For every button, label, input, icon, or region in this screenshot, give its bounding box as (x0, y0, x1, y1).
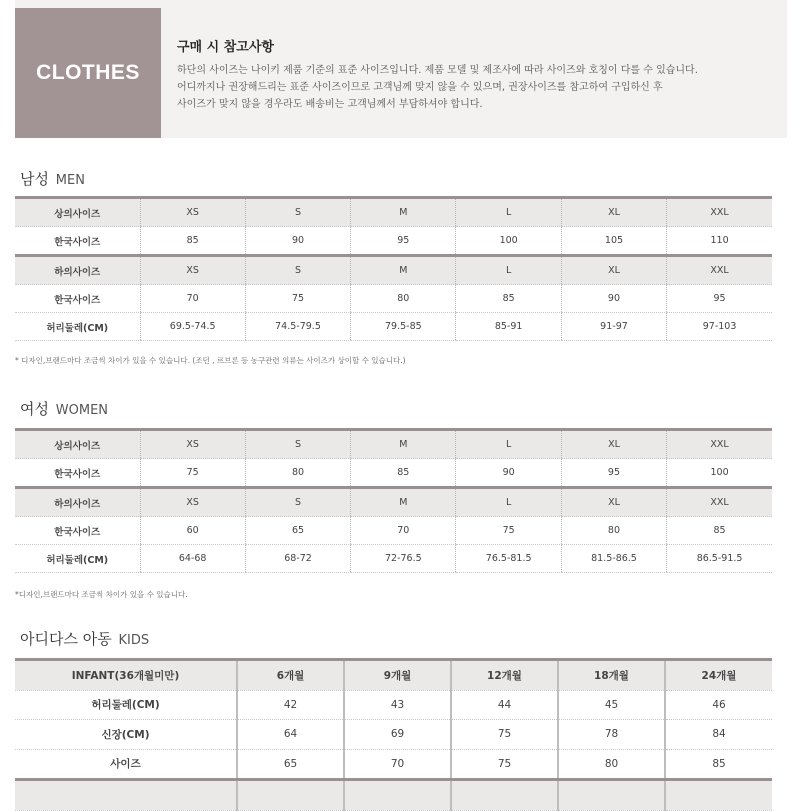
table-cell: 69.5-74.5 (140, 313, 245, 341)
row-header: 한국사이즈 (15, 517, 140, 545)
table-cell: XXL (667, 430, 772, 459)
table-row (15, 198, 772, 227)
table-cell: 9개월 (344, 660, 451, 691)
row-header: 신장(CM) (15, 720, 237, 750)
table-cell: 75 (140, 459, 245, 488)
men-title-ko: 남성 (20, 170, 49, 188)
table-cell (558, 780, 665, 811)
table-cell: 84 (665, 720, 772, 750)
table-cell: 80 (558, 749, 665, 780)
table-cell: 110 (667, 227, 772, 256)
table-row (15, 459, 772, 488)
kids-title-ko: 아디다스 아동 (20, 630, 112, 648)
table-cell: 44 (451, 690, 558, 720)
table-cell: XS (140, 256, 245, 285)
table-row (15, 517, 772, 545)
table-cell: 75 (245, 285, 350, 313)
notice-line: 어디까지나 권장해드리는 표준 사이즈이므로 고객님께 맞지 않을 수 있으며, 권장사이즈를 참고하여 구입하신 후 (177, 82, 663, 93)
table-cell: 42 (237, 690, 344, 720)
row-header: 허리둘레(CM) (15, 313, 140, 341)
row-header: 상의사이즈 (15, 430, 140, 459)
table-cell: 79.5-85 (351, 313, 456, 341)
notice-text (177, 62, 777, 113)
table-cell: 85 (351, 459, 456, 488)
table-cell: L (456, 256, 561, 285)
brand-label: CLOTHES (36, 61, 140, 84)
table-cell: 105 (561, 227, 666, 256)
clothes-brand-box (15, 8, 161, 138)
table-cell: 100 (667, 459, 772, 488)
table-cell: 24개월 (665, 660, 772, 691)
table-cell: 80 (245, 459, 350, 488)
table-cell: 69 (344, 720, 451, 750)
table-cell: 90 (456, 459, 561, 488)
table-cell: 85 (140, 227, 245, 256)
women-section-title (20, 398, 108, 419)
table-cell: 46 (665, 690, 772, 720)
table-cell: XS (140, 488, 245, 517)
row-header: 한국사이즈 (15, 285, 140, 313)
table-cell: 91-97 (561, 313, 666, 341)
table-cell: 70 (140, 285, 245, 313)
row-header: 하의사이즈 (15, 256, 140, 285)
table-cell: XS (140, 430, 245, 459)
table-cell: M (351, 198, 456, 227)
size-notice-header (15, 0, 787, 138)
table-cell: 78 (558, 720, 665, 750)
table-cell: M (351, 256, 456, 285)
table-row (15, 780, 772, 811)
table-cell: 70 (351, 517, 456, 545)
table-cell: 95 (667, 285, 772, 313)
table-cell: 18개월 (558, 660, 665, 691)
table-cell: 80 (351, 285, 456, 313)
table-row (15, 256, 772, 285)
row-header: 상의사이즈 (15, 198, 140, 227)
table-cell: 72-76.5 (351, 545, 456, 573)
table-row (15, 545, 772, 573)
table-cell: XL (561, 488, 666, 517)
table-cell: 75 (451, 720, 558, 750)
table-cell: 85-91 (456, 313, 561, 341)
row-header: 한국사이즈 (15, 227, 140, 256)
table-cell: L (456, 198, 561, 227)
table-cell: XL (561, 256, 666, 285)
table-cell: 90 (561, 285, 666, 313)
table-row (15, 660, 772, 691)
table-row (15, 227, 772, 256)
table-cell: 68-72 (245, 545, 350, 573)
women-title-ko: 여성 (20, 400, 49, 418)
men-section-title (20, 168, 85, 189)
table-cell: 75 (451, 749, 558, 780)
table-cell: XL (561, 198, 666, 227)
table-cell: XL (561, 430, 666, 459)
table-cell: S (245, 256, 350, 285)
table-row (15, 488, 772, 517)
women-title-en: WOMEN (55, 403, 109, 418)
men-footnote: * 디자인,브랜드마다 조금씩 차이가 있을 수 있습니다. (조던 , 르브론 등 농구관련 의류는 사이즈가 상이할 수 있습니다.) (15, 356, 406, 365)
table-cell: XXL (667, 488, 772, 517)
kids-section-title (20, 628, 149, 649)
notice-title: 구매 시 참고사항 (177, 40, 274, 55)
table-cell (15, 780, 237, 811)
table-cell: 95 (351, 227, 456, 256)
table-cell: 85 (665, 749, 772, 780)
table-cell: XXL (667, 198, 772, 227)
table-cell: S (245, 430, 350, 459)
table-cell: 90 (245, 227, 350, 256)
row-header: 한국사이즈 (15, 459, 140, 488)
row-header: 허리둘레(CM) (15, 690, 237, 720)
table-cell: 70 (344, 749, 451, 780)
table-cell: 65 (237, 749, 344, 780)
table-row (15, 430, 772, 459)
table-cell: 95 (561, 459, 666, 488)
table-cell: 85 (667, 517, 772, 545)
table-cell: 64 (237, 720, 344, 750)
table-cell: 12개월 (451, 660, 558, 691)
table-cell: S (245, 198, 350, 227)
row-header: 하의사이즈 (15, 488, 140, 517)
table-cell (344, 780, 451, 811)
men-title-en: MEN (55, 173, 85, 188)
table-cell: M (351, 488, 456, 517)
table-cell: 76.5-81.5 (456, 545, 561, 573)
kids-title-en: KIDS (118, 633, 150, 648)
table-cell: 43 (344, 690, 451, 720)
table-row (15, 749, 772, 780)
table-cell: 81.5-86.5 (561, 545, 666, 573)
women-size-table (15, 428, 772, 573)
table-cell: M (351, 430, 456, 459)
table-cell: 100 (456, 227, 561, 256)
notice-line: 하단의 사이즈는 나이키 제품 기준의 표준 사이즈입니다. 제품 모델 및 제조사에 따라 사이즈와 호칭이 다를 수 있습니다. (177, 65, 698, 76)
table-cell: 86.5-91.5 (667, 545, 772, 573)
notice-line: 사이즈가 맞지 않을 경우라도 배송비는 고객님께서 부담하셔야 합니다. (177, 99, 483, 110)
table-cell: 80 (561, 517, 666, 545)
row-header: INFANT(36개월미만) (15, 660, 237, 691)
table-cell: 64-68 (140, 545, 245, 573)
table-row (15, 313, 772, 341)
table-cell (451, 780, 558, 811)
table-cell: 74.5-79.5 (245, 313, 350, 341)
table-cell: 60 (140, 517, 245, 545)
table-cell (665, 780, 772, 811)
table-cell: XS (140, 198, 245, 227)
table-cell: 85 (456, 285, 561, 313)
table-cell: 97-103 (667, 313, 772, 341)
table-cell: 6개월 (237, 660, 344, 691)
table-cell: XXL (667, 256, 772, 285)
table-cell: 45 (558, 690, 665, 720)
table-cell: S (245, 488, 350, 517)
table-cell (237, 780, 344, 811)
table-cell: 75 (456, 517, 561, 545)
table-row (15, 285, 772, 313)
row-header: 사이즈 (15, 749, 237, 780)
women-footnote: *디자인,브랜드마다 조금씩 차이가 있을 수 있습니다. (15, 590, 188, 599)
row-header: 허리둘레(CM) (15, 545, 140, 573)
table-row (15, 690, 772, 720)
kids-size-table (15, 658, 772, 811)
table-cell: 65 (245, 517, 350, 545)
table-cell: L (456, 488, 561, 517)
table-cell: L (456, 430, 561, 459)
table-row (15, 720, 772, 750)
men-size-table (15, 196, 772, 341)
